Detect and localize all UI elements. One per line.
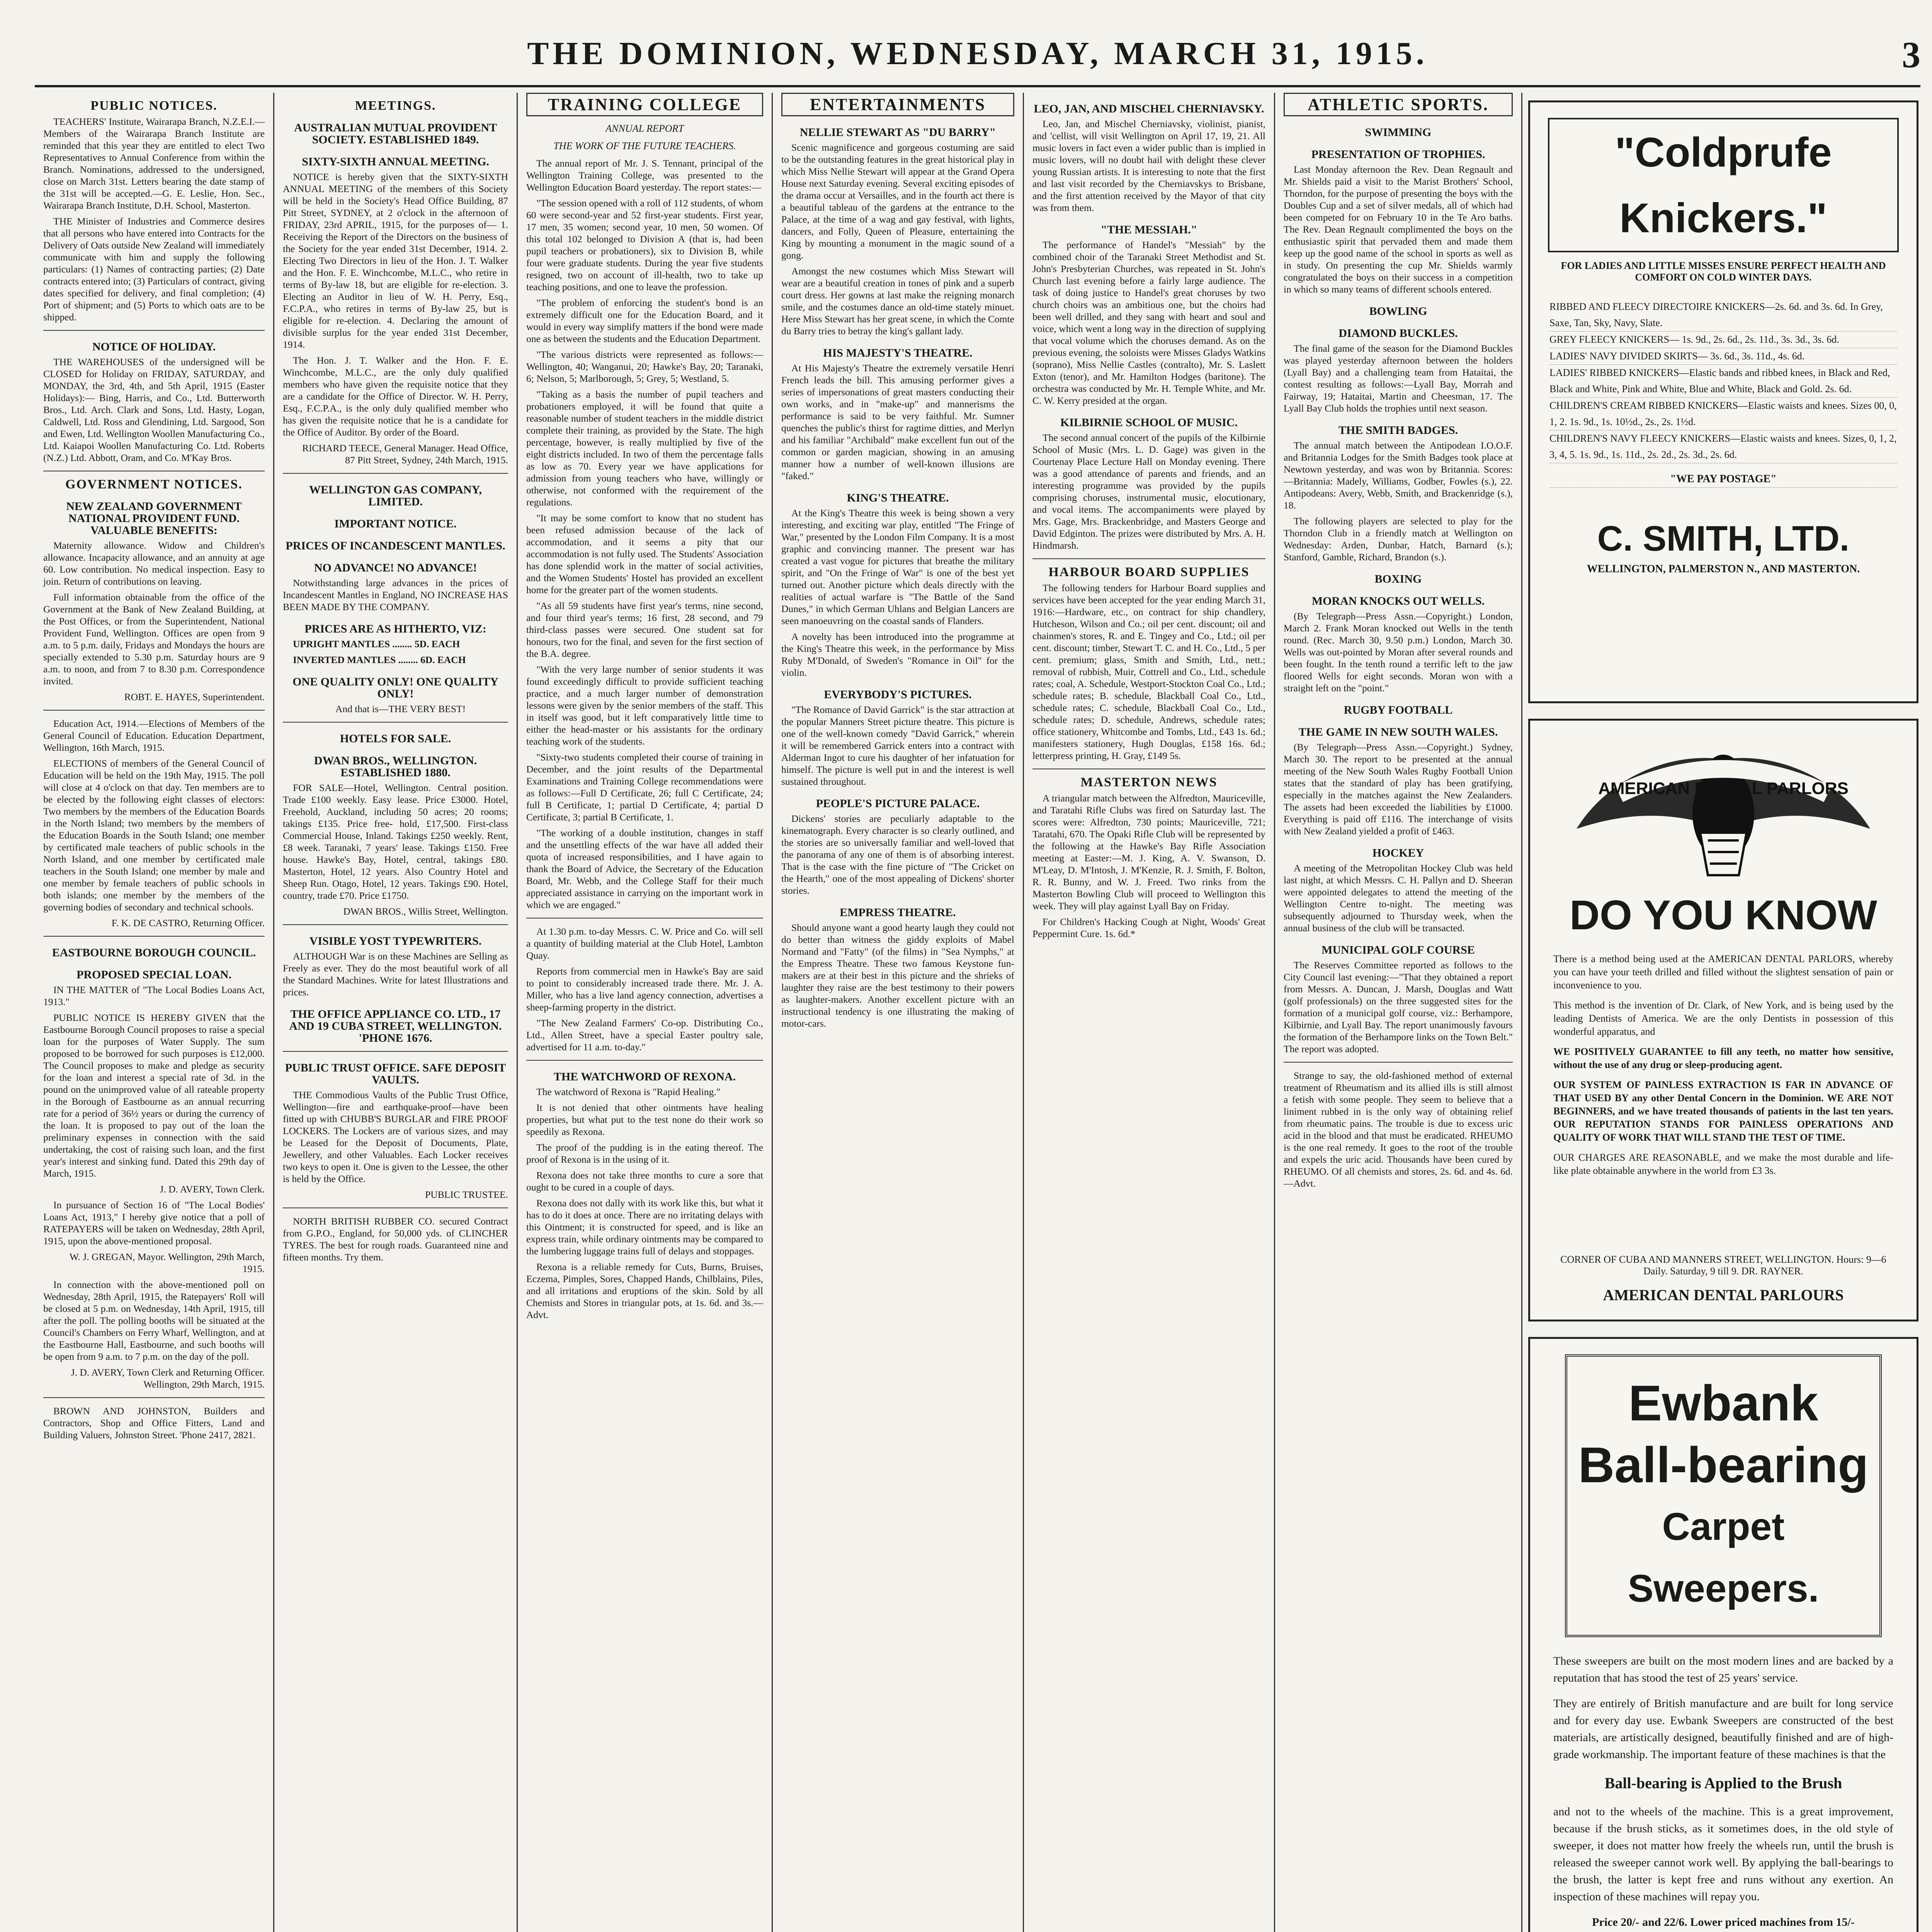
- article-paragraph: "It may be some comfort to know that no student has been refused admission because of the lack of accommodation, and it seems a pity that our accommodation is not fully used. The Students' Association has done splendid work in the matter of social activities, and the Women Students' Hostel has provided an excellent home for the greater part of the women students.: [526, 512, 763, 595]
- notice-heading: VISIBLE YOST TYPEWRITERS.: [309, 935, 482, 947]
- advert-coldprufe-knickers: [1528, 100, 1918, 703]
- signature: DWAN BROS., Willis Street, Wellington.: [343, 906, 508, 917]
- price-list-item: LADIES' NAVY DIVIDED SKIRTS— 3s. 6d., 3s. 11d., 4s. 6d.: [1549, 348, 1897, 365]
- article-heading: NELLIE STEWART AS "DU BARRY": [799, 126, 996, 139]
- notice-paragraph: In pursuance of Section 16 of "The Local Bodies' Loans Act, 1913," I hereby give notice that a poll of RATEPAYERS will be taken on Wednesday, 28th April, 1915, upon the above-mentioned proposal.: [43, 1199, 265, 1247]
- article-paragraph: The annual match between the Antipodean I.O.O.F. and Britannia Lodges for the Smith Badges took place at Newtown yesterday, and was won by Britannia. Scores:—Britannia: Madely, Williams, Godber, Fowles (s.), 22. Antipodeans: Avery, Webb, Smith, and Brackenridge (s.), 18.: [1284, 440, 1513, 511]
- divider: [43, 936, 265, 937]
- article-paragraph: "As all 59 students have first year's terms, nine second, and four third year's terms; 16 first, 28 second, and 79 third-class passes were secured. One student sat for honours, two for the final, and seven for the first section of the B.A. degree.: [526, 600, 763, 659]
- notice-heading: DWAN BROS., WELLINGTON. ESTABLISHED 1880.: [314, 754, 477, 779]
- article-heading: LEO, JAN, AND MISCHEL CHERNIAVSKY.: [1034, 102, 1264, 115]
- signature: PUBLIC TRUSTEE.: [425, 1189, 508, 1200]
- article-paragraph: "The New Zealand Farmers' Co-op. Distributing Co., Ltd., Allen Street, have a special Easter poultry sale, advertised for 11 a.m. to-day.": [526, 1017, 763, 1053]
- notice-paragraph: THE Commodious Vaults of the Public Trust Office, Wellington—fire and earthquake-proof—have been fitted up with CHUBB'S BURGLAR and FIRE PROOF LOCKERS. The Lockers are of various sizes, and may be Leased for the Deposit of Documents, Plate, Jewellery, and other Valuables. Each Locker receives two keys to open it. One is given to the Lessee, the other is held by the Office.: [283, 1089, 508, 1184]
- article-paragraph: A triangular match between the Alfredton, Mauriceville, and Taratahi Rifle Clubs was fired on Saturday last. The scores were: Alfredton, 730 points; Mauriceville, 721; Taratahi, 670. The Opaki Rifle Club will be represented by the following at the Hawke's Bay Rifle Association meeting at Easter:—M. J. King, A. V. Swanson, D. M'Leay, D. M'Intosh, J. M'Kenzie, R. J. Smith, F. Bolton, R. R. Bunny, and W. J. Freed. Two rinks from the Masterton Bowling Club will proceed to Wellington this week. They will play against Lyall Bay on Friday.: [1032, 793, 1265, 912]
- advert-headline: DO YOU KNOW: [1569, 891, 1878, 938]
- notice-paragraph: ELECTIONS of members of the General Council of Education will be held on the 19th May, 1915. The poll will close at 4 o'clock on that day. Ten members are to be elected by the following eight classes of electors: Two members by the members of the Education Boards in the North Island; two members by the members of the Education Boards in the South Island; one member by certificated male teachers of public schools in the North Island, and one member by certificated male teachers in the South Island; one member by male and one member by female teachers of public schools in both islands; one member by the members of the governing bodies of secondary and technical schools.: [43, 758, 265, 913]
- article-paragraph: At 1.30 p.m. to-day Messrs. C. W. Price and Co. will sell a quantity of building material at the Club Hotel, Lambton Quay.: [526, 926, 763, 961]
- article-paragraph: The performance of Handel's "Messiah" by the combined choir of the Taranaki Street Methodist and St. John's Presbyterian Churches, was repeated in St. John's Church last evening before a fairly large audience. The task of doing justice to Handel's great choruses by two church choirs was an ambitious one, but the choirs had been well drilled, and they sang with heart and soul and voice, which went a long way in the direction of supplying that vocal volume which the choruses demand. As on the previous evening, the soloists were Misses Gladys Watkins (soprano), Miss Nellie Castles (contralto), Mr. S. Laslett Exton (tenor), and Mr. Hamilton Hodges (baritone). The orchestra was conducted by Mr. H. Temple White, and Mr. C. W. Kerry presided at the organ.: [1032, 239, 1265, 406]
- notice-paragraph: Education Act, 1914.—Elections of Members of the General Council of Education. Education Department, Wellington, 16th March, 1915.: [43, 718, 265, 753]
- notice-heading: PRICES ARE AS HITHERTO, VIZ:: [304, 622, 486, 635]
- notice-paragraph: IN THE MATTER of "The Local Bodies Loans Act, 1913.": [43, 984, 265, 1007]
- article-paragraph: "With the very large number of senior students it was found exceedingly difficult to provide sufficient teaching practice, and a much larger number of demonstration lessons were given by the senior members of the staff. This in itself was good, but it left comparatively little time to either the head-master or his assistants for the ordinary teaching work of the students.: [526, 664, 763, 747]
- article-paragraph: "The session opened with a roll of 112 students, of whom 60 were second-year and 52 first-year students. First year, 17 men, 35 women; second year, 10 men, 50 women. Of this total 102 belonged to Division A (that is, had been pupil teachers or probationers), six to Division B, while four were graduate students. During the year five students resigned, two on account of ill-health, two to take up teaching positions, and one to leave the profession.: [526, 197, 763, 293]
- article-paragraph: At the King's Theatre this week is being shown a very interesting, and exciting war play, entitled "The Fringe of War," presented by the London Film Company. It is a most graphic and convincing manner. The present war has created a vast vogue for pictures that breathe the military spirit, and "On the Fringe of War" is one of the best yet turned out. Another picture which deals directly with the realities of actual warfare is "The Battle of the Sand Dunes," in which German Uhlans and Belgian Lancers are seen manoeuvring on the coastal sands of Flanders.: [781, 507, 1014, 626]
- notice-heading: NOTICE OF HOLIDAY.: [92, 340, 216, 353]
- article-subheading: DIAMOND BUCKLES.: [1338, 327, 1458, 340]
- advert-feature-line: Ball-bearing is Applied to the Brush: [1604, 1774, 1842, 1792]
- article-paragraph: Should anyone want a good hearty laugh they could not do better than witness the giddy exploits of Mabel Normand and "Fatty" (of the films) in "Sea Nymphs," at the Empress Theatre. These two famous Keystone fun-makers are at their best in this picture and the shrieks of laughter they raise are the best testimony to their powers as laughter-makers. Another excellent picture with an instructional tendency is one illustrating the making of motor-cars.: [781, 922, 1014, 1029]
- advert-firm-name: AMERICAN DENTAL PARLOURS: [1603, 1286, 1844, 1304]
- page-number: 3: [1902, 34, 1920, 75]
- notice-heading: IMPORTANT NOTICE.: [334, 517, 457, 530]
- advert-paragraph: and not to the wheels of the machine. This is a great improvement, because if the brush sticks, as it sometimes does, in the old style of sweeper, it does not matter how freely the wheels run, until the brush is released the sweeper cannot work well. By applying the ball-bearings to the brush, the latter is kept free and runs without any exertion. An inspection of these machines will repay you.: [1553, 1805, 1893, 1903]
- article-paragraph: Strange to say, the old-fashioned method of external treatment of Rheumatism and its allied ills is still almost a fetish with some people. They seem to believe that a liniment rubbed in is the only way of obtaining relief from rheumatic pains. The trouble is due to excess uric acid in the blood and that must be eradicated. RHEUMO is the one real remedy. It goes to the root of the trouble and expels the uric acid. Thousands have been cured by RHEUMO. Of all chemists and stores, 2s. 6d. and 4s. 6d.—Advt.: [1284, 1070, 1513, 1189]
- signature: RICHARD TEECE, General Manager. Head Office, 87 Pitt Street, Sydney, 24th March, 1915.: [302, 442, 508, 466]
- advert-address: CORNER OF CUBA AND MANNERS STREET, WELLINGTON. Hours: 9—6 Daily. Saturday, 9 till 9. DR. RAYNER.: [1560, 1254, 1886, 1277]
- notice-heading: EASTBOURNE BOROUGH COUNCIL.: [52, 946, 256, 959]
- advert-title: "Coldprufe Knickers.": [1548, 118, 1899, 252]
- signature: J. D. AVERY, Town Clerk and Returning Officer. Wellington, 29th March, 1915.: [71, 1367, 265, 1390]
- article-heading: BOWLING: [1369, 305, 1427, 318]
- article-paragraph: The second annual concert of the pupils of the Kilbirnie School of Music (Mrs. L. D. Gage) was given in the Courtenay Place Lecture Hall on Monday evening. There was a good attendance of parents and friends, and an interesting programme was provided by the pupils comprising choruses, instrumental music, elocutionary, and vocal items. The accompaniments were played by Mrs. Gage, Mrs. Brackenbridge, and Masters George and David Edginton. The prizes were distributed by Mrs. A. H. Hindmarsh.: [1032, 432, 1265, 551]
- notice-paragraph: Notwithstanding large advances in the prices of Incandescent Mantles in England, NO INCREASE HAS BEEN MADE BY THE COMPANY.: [283, 577, 508, 612]
- column-athletic-sports: [1275, 93, 1522, 1932]
- advert-strapline: FOR LADIES AND LITTLE MISSES ENSURE PERFECT HEALTH AND COMFORT ON COLD WINTER DAYS.: [1561, 260, 1886, 283]
- notice-paragraph: BROWN AND JOHNSTON, Builders and Contractors, Shop and Office Fitters, Land and Building Valuers, Johnston Street. 'Phone 2417, 2821.: [43, 1405, 265, 1440]
- advert-title-line: Ewbank: [1628, 1375, 1818, 1431]
- notice-paragraph: FOR SALE—Hotel, Wellington. Central position. Trade £100 weekly. Easy lease. Price £3000. Hotel, Freehold, Auckland, including 50 acres; 20 rooms; takings £135. Price free- hold, £17,500. First-class Commercial House, Inland. Takings £250 weekly. Rent, £8 week. Taranaki, 7 years' lease. Takings £150. Free house. Hawke's Bay, Hotel, central, takings £80. Masterton, Hotel, 12 years. Also Country Hotel and Sheep Run. Otago, Hotel, 12 years. Takings £90. Hotel, country, trade £70. Price £1750.: [283, 782, 508, 901]
- divider: [283, 473, 508, 474]
- article-headline: HARBOUR BOARD SUPPLIES: [1048, 565, 1250, 579]
- article-subheading: THE WORK OF THE FUTURE TEACHERS.: [553, 140, 736, 151]
- article-paragraph: "The various districts were represented as follows:—Wellington, 40; Wanganui, 20; Hawke's Bay, 20; Taranaki, 6; Nelson, 5; Marlborough, 5; Grey, 5; Westland, 5.: [526, 349, 763, 384]
- price-list-item: GREY FLEECY KNICKERS— 1s. 9d., 2s. 6d., 2s. 11d., 3s. 3d., 3s. 6d.: [1549, 332, 1897, 348]
- section-heading: MEETINGS.: [355, 99, 436, 113]
- column-meetings: [274, 93, 518, 1932]
- notice-heading: PRICES OF INCANDESCENT MANTLES.: [286, 539, 505, 552]
- article-heading: HOCKEY: [1372, 847, 1424, 859]
- article-heading: KILBIRNIE SCHOOL OF MUSIC.: [1060, 416, 1238, 429]
- divider: [1032, 558, 1265, 559]
- notice-paragraph: And that is—THE VERY BEST!: [335, 703, 466, 714]
- advert-paragraph: OUR SYSTEM OF PAINLESS EXTRACTION IS FAR IN ADVANCE OF THAT USED BY any other Dental Concern in the Dominion. WE ARE NOT BEGINNERS, and we have treated thousands of patients in the last ten years. OUR REPUTATION STANDS FOR PAINLESS OPERATIONS AND QUALITY OF WORK THAT WILL STAND THE TEST OF TIME.: [1553, 1079, 1893, 1143]
- article-paragraph: "The problem of enforcing the student's bond is an extremely difficult one for the Education Board, and it would in every way simplify matters if the bond were made one as between the students and the Education Department.: [526, 297, 763, 344]
- price-list-item: RIBBED AND FLEECY DIRECTOIRE KNICKERS—2s. 6d. and 3s. 6d. In Grey, Saxe, Tan, Sky, Navy, Slate.: [1549, 299, 1897, 332]
- column-public-notices: [35, 93, 274, 1932]
- article-heading: EVERYBODY'S PICTURES.: [824, 688, 972, 701]
- notice-heading: ONE QUALITY ONLY! ONE QUALITY ONLY!: [293, 675, 498, 700]
- article-paragraph: Rexona does not dally with its work like this, but what it has to do it does at once. There are no irritating delays with this Ointment; it is constructed for speed, and is like an express train, while ordinary ointments may be compared to the lumbering luggage trains full of delays and stoppages.: [526, 1197, 763, 1257]
- section-headline: ATHLETIC SPORTS.: [1284, 93, 1513, 116]
- article-subheading: THE SMITH BADGES.: [1338, 424, 1458, 437]
- article-paragraph: "The working of a double institution, changes in staff and the unsettling effects of the war have all added their quota of increased responsibilities, and I have again to thank the Board of Advice, the Secretary of the Education Board, Mr. Webb, and the College Staff for their much appreciated assistance in carrying on the important work in which we are engaged.": [526, 827, 763, 910]
- article-paragraph: The annual report of Mr. J. S. Tennant, principal of the Wellington Training College, was presented to the Wellington Education Board yesterday. The report states:—: [526, 158, 763, 193]
- divider: [43, 710, 265, 711]
- notice-heading: PROPOSED SPECIAL LOAN.: [77, 968, 231, 981]
- divider: [283, 722, 508, 723]
- notice-paragraph: NORTH BRITISH RUBBER CO. secured Contract from G.P.O., England, for 50,000 yds. of CLINCHER TYRES. The best for rough roads. Guaranteed nine and fifteen months. Try them.: [283, 1216, 508, 1263]
- notice-paragraph: THE WAREHOUSES of the undersigned will be CLOSED for Holiday on FRIDAY, SATURDAY, and MONDAY, the 3rd, 4th, and 5th April, 1915 (Easter Holidays):— Bing, Harris, and Co., Ltd. Butterworth Bros., Ltd. Arch. Clark and Sons, Ltd. Hasty, Logan, Caldwell, Ltd. Ross and Glendining, Ltd. Sargood, Son and Ewen, Ltd. Wellington Woollen Manufacturing Co., Ltd. Kaiapoi Woollen Manufacturing Co. Ltd. Roberts (N.Z.) Ltd. Abbott, Oram, and Co. M'Kay Bros.: [43, 356, 265, 463]
- advert-paragraph: This method is the invention of Dr. Clark, of New York, and is being used by the leading Dentists of America. We are the only Dentists in possession of this wonderful apparatus, and: [1553, 1000, 1893, 1037]
- article-paragraph: A meeting of the Metropolitan Hockey Club was held last night, at which Messrs. C. H. Pallyn and D. Sheeran were appointed delegates to attend the meeting of the Wellington Centre to-night. The meeting was subsequently adjourned to Thursday week, when the annual business of the club will be transacted.: [1284, 862, 1513, 934]
- notice-paragraph: NOTICE is hereby given that the SIXTY-SIXTH ANNUAL MEETING of the members of this Society will be held in the Society's Head Office Building, 87 Pitt Street, SYDNEY, at 2 o'clock in the afternoon of FRIDAY, 23rd APRIL, 1915, for the purposes of— 1. Receiving the Report of the Directors on the business of the Society for the year ended 31st December, 1914. 2. Electing Two Directors in lieu of the Hon. J. T. Walker and the Hon. F. E. Winchcombe, M.L.C., who retire in terms of By-law 18, but are eligible for re-election. 3. Electing an Auditor in lieu of W. H. Perry, Esq., F.C.P.A., who retires in terms of By-law 25, but is eligible for re-election. 4. Declaring the amount of divisible surplus for the year ended 31st December, 1914.: [283, 171, 508, 350]
- advert-paragraph: OUR CHARGES ARE REASONABLE, and we make the most durable and life-like plate obtainable anywhere in the world from £3 3s.: [1553, 1152, 1893, 1176]
- article-headline: MASTERTON NEWS: [1080, 775, 1218, 789]
- article-paragraph: (By Telegraph—Press Assn.—Copyright.) London, March 2. Frank Moran knocked out Wells in the tenth round. (Rec. March 30, 9.50 p.m.) London, March 30. Wells was out-pointed by Moran after several rounds and been fought. In the tenth round a terrific left to the jaw floored Wells for eight seconds. Moran won with a straight left on the "point.": [1284, 611, 1513, 694]
- eagle-emblem-icon: [1553, 736, 1893, 883]
- notice-heading: AUSTRALIAN MUTUAL PROVIDENT SOCIETY. ESTABLISHED 1849.: [294, 121, 497, 146]
- article-paragraph: At His Majesty's Theatre the extremely versatile Henri French leads the bill. This amusing performer gives a series of impersonations of great masters conducting their own works, and in "make-up" and mannerisms the performance is said to be very faithful. Mr. Sumner quenches the public's thirst for ragtime ditties, and Merlyn and his familiar "Archibald" make excellent fun out of the common or garden magician, showing in an amusing manner how a number of well-known illusions are "faked.": [781, 362, 1014, 481]
- article-heading: SWIMMING: [1365, 126, 1432, 139]
- advert-firm-towns: WELLINGTON, PALMERSTON N., AND MASTERTON.: [1587, 563, 1860, 575]
- divider: [43, 330, 265, 331]
- article-heading: PEOPLE'S PICTURE PALACE.: [816, 797, 980, 810]
- divider: [526, 1060, 763, 1061]
- advert-price: Price 20/- and 22/6. Lower priced machines from 15/-: [1592, 1916, 1855, 1929]
- advert-paragraph: There is a method being used at the AMERICAN DENTAL PARLORS, whereby you can have your teeth drilled and filled without the slightest sensation of pain or inconvenience to you.: [1553, 953, 1893, 991]
- notice-paragraph: ALTHOUGH War is on these Machines are Selling as Freely as ever. They do the most beautiful work of all the Standard Machines. Write for latest Illustrations and prices.: [283, 951, 508, 998]
- emblem-label: AMERICAN DENTAL PARLORS: [1598, 779, 1849, 798]
- article-heading: THE WATCHWORD OF REXONA.: [553, 1070, 736, 1083]
- notice-heading: NO ADVANCE! NO ADVANCE!: [314, 561, 477, 574]
- advert-price-list: [1530, 283, 1917, 503]
- article-headline: TRAINING COLLEGE: [526, 93, 763, 116]
- article-subheading: MORAN KNOCKS OUT WELLS.: [1311, 595, 1485, 607]
- advert-firm-name: C. SMITH, LTD.: [1597, 519, 1850, 558]
- article-paragraph: Leo, Jan, and Mischel Cherniavsky, violinist, pianist, and 'cellist, will visit Wellington on April 17, 19, 21. All music lovers in fact even a wider public than is implied in music lovers, will no doubt hail with delight these clever young Russian artists. It is interesting to note that the first and last visit recorded by the Cherniavskys to Brisbane, and the first attention received by the Mayor of that city was from them.: [1032, 118, 1265, 213]
- article-paragraph: The following players are selected to play for the Thorndon Club in a friendly match at Wellington on Wednesday: Arden, Dunbar, Hatch, Barnard (s.); Stanford, Gamble, Richard, Brandon (s.).: [1284, 515, 1513, 563]
- notice-paragraph: The Hon. J. T. Walker and the Hon. F. E. Winchcombe, M.L.C., are the only duly qualified members who have given the requisite notice that they are a candidate for the Office of Director. W. H. Perry, Esq., F.C.P.A., is the only duly qualified member who has given the requisite notice that he is a candidate for the Office of Auditor. By order of the Board.: [283, 355, 508, 438]
- advert-american-dental: [1528, 719, 1918, 1321]
- section-heading: PUBLIC NOTICES.: [90, 99, 218, 113]
- notice-paragraph: Maternity allowance. Widow and Children's allowance. Incapacity allowance, and an annuity at age 60. Low contribution. No medical inspection. Easy to join. Return of contributions on leaving.: [43, 540, 265, 587]
- article-heading: KING'S THEATRE.: [847, 492, 949, 504]
- price-line: INVERTED MANTLES ........ 6D. EACH: [293, 654, 466, 665]
- article-heading: MUNICIPAL GOLF COURSE: [1321, 944, 1475, 956]
- advert-body: [1553, 952, 1893, 1184]
- article-heading: HIS MAJESTY'S THEATRE.: [823, 347, 973, 359]
- article-paragraph: "Taking as a basis the number of pupil teachers and probationers employed, it will be found that quite a reasonable number of student teachers in the middle district complete their training, as provided by the State. The high percentage, however, is really multiplied by five of the eight districts included. In two of them the percentage falls as low as 70. Every year we have applications for admission from young teachers who have, willingly or otherwise, not conformed with the requirement of the regulations.: [526, 389, 763, 508]
- notice-paragraph: PUBLIC NOTICE IS HEREBY GIVEN that the Eastbourne Borough Council proposes to raise a special loan for the purposes of Water Supply. The sum proposed to be borrowed for such purposes is £12,000. The Council proposes to make and pledge as security for the loan and interest a special rate of 3d. in the pound on the unimproved value of all rateable property in the Borough of Eastbourne as an annual recurring rate for a period of 36½ years or during the currency of the loan. It is proposed to pay out of the loan the preliminary expenses in connection with the said undertaking, the cost of raising such loan, and the first year's interest and sinking fund. Dated this 29th day of March, 1915.: [43, 1012, 265, 1179]
- article-paragraph: The final game of the season for the Diamond Buckles was played yesterday afternoon between the holders (Lyall Bay) and a challenging team from Hataitai, the contest resulting as follows:—Lyall Bay, Morrah and Fairway, 19; Hataitai, Martin and Cheesman, 17. The Lyall Bay Club holds the trophies until next season.: [1284, 343, 1513, 414]
- advert-postage-note: "WE PAY POSTAGE": [1549, 471, 1897, 488]
- article-paragraph: Rexona is a reliable remedy for Cuts, Burns, Bruises, Eczema, Pimples, Sores, Chapped Hands, Chilblains, Piles, and all irritations and eruptions of the skin. Sold by all Chemists and Stores in triangular pots, at 1s. 6d. and 3s.—Advt.: [526, 1261, 763, 1320]
- notice-heading: PUBLIC TRUST OFFICE. SAFE DEPOSIT VAULTS.: [285, 1061, 506, 1086]
- article-paragraph: (By Telegraph—Press Assn.—Copyright.) Sydney, March 30. The report to be presented at the annual meeting of the New South Wales Rugby Football Union states that the standard of play has been gratifying, especially in the matches against the New Zealanders. The assets had been exceeded the liabilities by £1000. Everything is paid off £116. The interchange of visits with New Zealand yielded a profit of £463.: [1284, 742, 1513, 837]
- notice-heading: WELLINGTON GAS COMPANY, LIMITED.: [309, 483, 482, 508]
- article-paragraph: The proof of the pudding is in the eating thereof. The proof of Rexona is in the using of it.: [526, 1142, 763, 1165]
- price-line: UPRIGHT MANTLES ........ 5D. EACH: [293, 638, 460, 650]
- article-paragraph: "Sixty-two students completed their course of training in December, and the joint results of the Departmental Examinations and Training College recommendations were as follows:—Full D Certificate, 26; full C Certificate, 24; full B Certificate, 1; partial D Certificate, 4; partial D Certificate, 3; partial B Certificate, 1.: [526, 752, 763, 823]
- article-paragraph: Scenic magnificence and gorgeous costuming are said to be the outstanding features in the great historical play in which Miss Nellie Stewart will appear at the Grand Opera House next Saturday evening. Several exciting episodes of the drama occur at Versailles, and in the fourth act there is a beautiful tableau of the gardens at the entrance to the Palace, at the time of a wag and gay festival, with lights, dancers, and Folly, Queen of Pleasure, entertaining the King by mounting a monument in the magic sound of a gong.: [781, 142, 1014, 261]
- newspaper-title: THE DOMINION, WEDNESDAY, MARCH 31, 1915.: [527, 36, 1428, 71]
- notice-paragraph: TEACHERS' Institute, Wairarapa Branch, N.Z.E.I.—Members of the Wairarapa Branch Institute are reminded that this year they are entitled to elect Two Representatives to Annual Conference from within the Branch. Nominations, addressed to the undersigned, close on March 31st. Letters bearing the date stamp of the 31st will be accepted.—G. E. Leslie, Hon. Sec., Wairarapa Branch Institute, D.H. School, Masterton.: [43, 116, 265, 211]
- advert-body: [1530, 1637, 1917, 1932]
- notice-paragraph: In connection with the above-mentioned poll on Wednesday, 28th April, 1915, the Ratepayers' Roll will be closed at 5 p.m. on Wednesday, 14th April, 1915, till after the poll. The polling booths will be situated at the Council's Chambers on Ferry Wharf, Wellington, and at the Eastbourne Hall, Eastbourne, and such booths will be open from 9 a.m. to 7 p.m. on the day of the poll.: [43, 1279, 265, 1362]
- signature: J. D. AVERY, Town Clerk.: [160, 1184, 265, 1195]
- article-heading: BOXING: [1374, 573, 1422, 585]
- article-paragraph: Last Monday afternoon the Rev. Dean Regnault and Mr. Shields paid a visit to the Marist Brothers' School, Thorndon, for the purpose of presenting the boys with the Doubles Cup and a set of silver medals, all of which had been competed for on February 10 in the Te Aro baths. The Rev. Dean Regnault complimented the boys on the enthusiastic spirit that pervaded them and made them keep up the good name of the school in sports as well as in study. On presenting the cup Mr. Shields warmly congratulated the boys on their success in a competition in which so many teams of different schools entered.: [1284, 164, 1513, 295]
- column-music-news: [1024, 93, 1275, 1932]
- divider: [283, 924, 508, 925]
- divider: [1284, 1062, 1513, 1063]
- divider: [43, 1397, 265, 1398]
- column-training-college: [518, 93, 773, 1932]
- article-paragraph: Reports from commercial men in Hawke's Bay are said to point to considerably increased trade there. Mr. J. A. Miller, who has a live land agency connection, advertises a sheep-farming property in the district.: [526, 966, 763, 1013]
- advert-paragraph: They are entirely of British manufacture and are built for long service and for every day use. Ewbank Sweepers are constructed of the best materials, are artistically designed, beautifully finished and are of high-grade workmanship. The important feature of these machines is that the: [1553, 1697, 1893, 1761]
- notice-paragraph: THE Minister of Industries and Commerce desires that all persons who have entered into Contracts for the Delivery of Oats outside New Zealand will immediately communicate with him and supply the following particulars: (1) Names of contracting parties; (2) Date contracts entered into; (3) Particulars of contract, giving dates specified for delivery, and final completion; (4) Port of shipment; and (5) Ports to which oats are to be shipped.: [43, 216, 265, 323]
- section-heading: GOVERNMENT NOTICES.: [65, 477, 243, 492]
- notice-heading: NEW ZEALAND GOVERNMENT NATIONAL PROVIDENT FUND. VALUABLE BENEFITS:: [66, 500, 242, 537]
- divider: [283, 1051, 508, 1052]
- advert-title-line: Carpet Sweepers.: [1628, 1505, 1819, 1610]
- advert-paragraph: These sweepers are built on the most modern lines and are backed by a reputation that has stood the test of 25 years' service.: [1553, 1655, 1893, 1684]
- advert-title-frame: [1565, 1354, 1882, 1637]
- price-list-item: LADIES' RIBBED KNICKERS—Elastic bands and ribbed knees, in Black and Red, Black and White, Pink and White, Blue and White, Black and Gold. 2s. 6d.: [1549, 365, 1897, 398]
- advert-title-line: Ball-bearing: [1578, 1437, 1869, 1493]
- article-heading: EMPRESS THEATRE.: [840, 906, 956, 919]
- article-subheading: PRESENTATION OF TROPHIES.: [1311, 148, 1485, 161]
- signature: W. J. GREGAN, Mayor. Wellington, 29th March, 1915.: [69, 1251, 265, 1274]
- article-paragraph: A novelty has been introduced into the programme at the King's Theatre this week, in the performance by Miss Ruby M'Donald, of Sweden's "Romance in Oil" for the violin.: [781, 631, 1014, 678]
- article-heading: RUGBY FOOTBALL: [1344, 704, 1453, 716]
- article-paragraph: Amongst the new costumes which Miss Stewart will wear are a beautiful creation in tones of pink and a superb court dress. Her gowns at last make the reigning monarch smile, and the costumes dance an old-time stately minuet. Here Miss Stewart has her great scene, in which the Comte du Barry tries to betray the king's gallant lady.: [781, 265, 1014, 337]
- section-headline: ENTERTAINMENTS: [781, 93, 1014, 116]
- notice-heading: SIXTY-SIXTH ANNUAL MEETING.: [302, 155, 489, 168]
- notice-heading: HOTELS FOR SALE.: [340, 732, 451, 745]
- article-paragraph: The watchword of Rexona is "Rapid Healing.": [536, 1086, 721, 1097]
- article-paragraph: Rexona does not take three months to cure a sore that ought to be cured in a couple of days.: [526, 1170, 763, 1193]
- advert-paragraph: WE POSITIVELY GUARANTEE to fill any teeth, no matter how sensitive, without the use of any drug or sleep-producing agent.: [1553, 1046, 1893, 1070]
- article-paragraph: The following tenders for Harbour Board supplies and services have been accepted for the year ending March 31, 1916:—Hardware, etc., on contract for ship chandlery, Hutcheson, Wilson and Co.; oil per cent. discount; oil and chainmen's stores, R. and E. Tingey and Co., Ltd.; oil per cent. discount; timber, Stewart T. C. and H. Co., Ltd., 5 per cent. premium; glass, Smith and Smith, Ltd., nett.; removal of rubbish, Muir, Cottrell and Co., Ltd., schedule rates; coal, A. Schedule, Westport-Stockton Coal Co., Ltd.; schedule rates; B. schedule, Blackball Coal Co., Ltd., schedule rates; C. schedule, Blackball Coal Co., Ltd., schedule rates; D. schedule, Andrews, schedule rates; office stationery, Whitcombe and Tombs, Ltd., £43 1s. 6d.; manifesters stationery, Hugh Douglas, £158 16s. 6d.; letterpress printing, H. Gray, £149 5s.: [1032, 582, 1265, 761]
- article-paragraph: For Children's Hacking Cough at Night, Woods' Great Peppermint Cure. 1s. 6d.*: [1032, 916, 1265, 939]
- advert-ewbank-sweepers: [1528, 1337, 1918, 1932]
- column-entertainments: [773, 93, 1024, 1932]
- article-subheading: ANNUAL REPORT: [605, 123, 684, 134]
- article-subheading: THE GAME IN NEW SOUTH WALES.: [1298, 726, 1498, 738]
- article-paragraph: It is not denied that other ointments have healing properties, but what put to the test none do their work so speedily as Rexona.: [526, 1102, 763, 1137]
- masthead: [35, 27, 1920, 87]
- price-list-item: CHILDREN'S NAVY FLEECY KNICKERS—Elastic waists and knees. Sizes, 0, 1, 2, 3, 4, 5. 1s. 9d., 1s. 11d., 2s. 2d., 2s. 3d., 2s. 6d.: [1549, 430, 1897, 463]
- signature: ROBT. E. HAYES, Superintendent.: [124, 691, 265, 702]
- notice-heading: THE OFFICE APPLIANCE CO. LTD., 17 AND 19 CUBA STREET, WELLINGTON. 'PHONE 1676.: [289, 1008, 502, 1044]
- article-heading: "THE MESSIAH.": [1100, 223, 1197, 236]
- notice-paragraph: Full information obtainable from the office of the Government at the Bank of New Zealand Building, at the Post Offices, or from the Superintendent, National Provident Fund, Wellington. Offices are open from 9 a.m. to 5 p.m. daily, Fridays and Mondays the hours are specially extended to 5.30 p.m. Saturday hours are 9 a.m. to noon, and from 7 to 8.30 p.m. Correspondence invited.: [43, 592, 265, 687]
- price-list-item: CHILDREN'S CREAM RIBBED KNICKERS—Elastic waists and knees. Sizes 00, 0, 1, 2. 1s. 9d., 1s. 10½d., 2s., 2s. 1½d.: [1549, 398, 1897, 430]
- article-paragraph: Dickens' stories are peculiarly adaptable to the kinematograph. Every character is so clearly outlined, and the stories are so universally familiar and well-loved that the panorama of any one of them is of absorbing interest. That is the case with the fine picture of "The Cricket on the Hearth," one of the most appealing of Dickens' shorter stories.: [781, 813, 1014, 896]
- article-paragraph: The Reserves Committee reported as follows to the City Council last evening:—"That they obtained a report from Messrs. A. Duncan, J. Marsh, Douglas and Watt (golf professionals) on the three suggested sites for the formation of a municipal golf course, viz.: Berhampore, Kilbirnie, and Lyall Bay. The report unanimously favours the formation of the Berhampore links on the Town Belt." The report was adopted.: [1284, 959, 1513, 1054]
- signature: F. K. DE CASTRO, Returning Officer.: [111, 917, 265, 929]
- article-paragraph: "The Romance of David Garrick" is the star attraction at the popular Manners Street picture theatre. This picture is one of the well-known comedy "David Garrick," wherein it will be remembered Garrick enters into a contract with Alderman Ingot to cure his daughter of her infatuation for himself. The picture is well put in and the interest is well sustained throughout.: [781, 704, 1014, 787]
